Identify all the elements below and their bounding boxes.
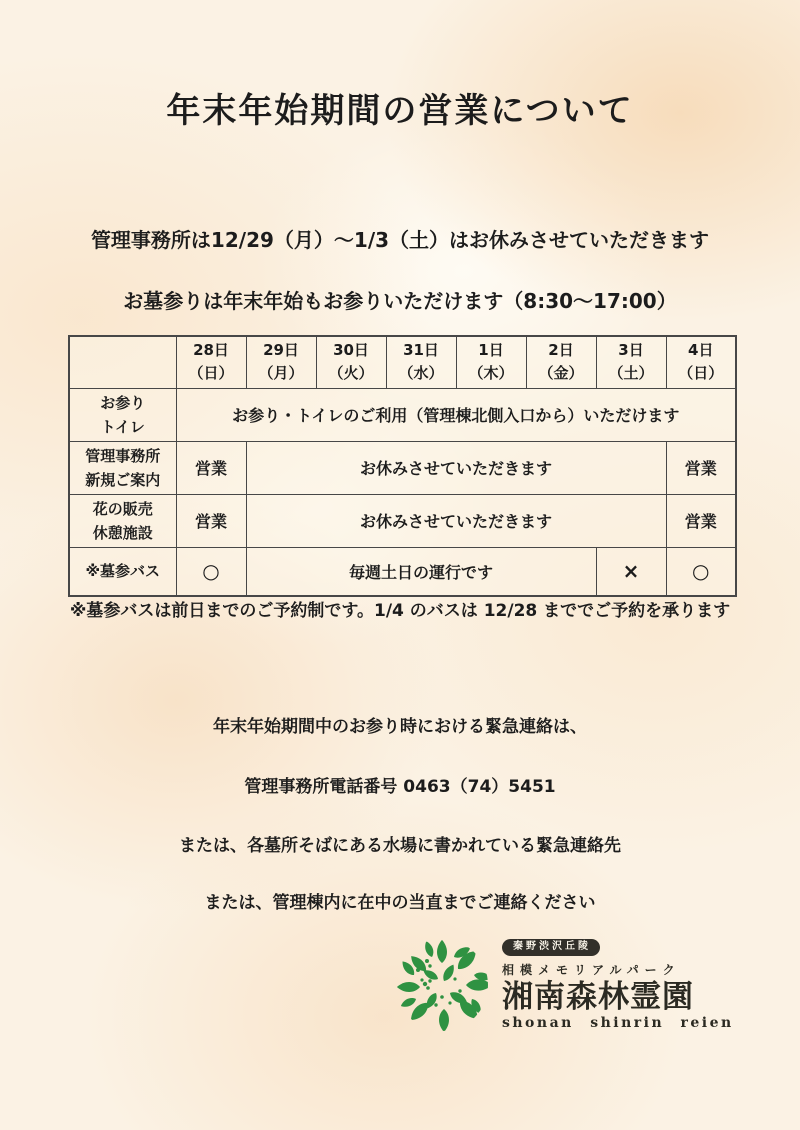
table-header-row xyxy=(69,336,736,388)
day-of-week: （月） xyxy=(258,364,304,383)
day-of-week: （土） xyxy=(608,364,654,383)
schedule-cell-closed: お休みさせていただきます xyxy=(246,441,666,494)
table-row-office xyxy=(69,441,736,494)
day-header-29 xyxy=(246,336,316,388)
day-header-3 xyxy=(596,336,666,388)
day-header-28 xyxy=(176,336,246,388)
logo-romaji: shonan shinrin reien xyxy=(502,1015,734,1032)
day-number: 30日 xyxy=(333,341,369,359)
leaf-circle-icon xyxy=(392,933,492,1037)
day-of-week: （水） xyxy=(398,364,444,383)
schedule-cell-cross: × xyxy=(596,547,666,596)
row-label-bus xyxy=(69,547,176,596)
day-of-week: （木） xyxy=(468,364,514,383)
table-row-visit-toilet xyxy=(69,388,736,441)
day-number: 1日 xyxy=(478,341,504,359)
day-header-30 xyxy=(316,336,386,388)
bus-reservation-footnote: ※墓参バスは前日までのご予約制です。1/4 のバスは 12/28 まででご予約を承ります xyxy=(69,601,731,621)
row-label-flowers-rest xyxy=(69,494,176,547)
table-row-bus xyxy=(69,547,736,596)
schedule-table xyxy=(68,335,737,597)
day-header-4 xyxy=(666,336,736,388)
logo-subtitle: 相模メモリアルパーク xyxy=(502,962,681,977)
schedule-cell-open: 営業 xyxy=(176,494,246,547)
row-label-line: お参り xyxy=(100,393,146,412)
contact-line-duty-staff: または、管理棟内に在中の当直までご連絡ください xyxy=(204,893,596,913)
row-label-line: 花の販売 xyxy=(92,499,153,518)
day-header-31 xyxy=(386,336,456,388)
day-of-week: （日） xyxy=(678,364,724,383)
logo-name: 湘南森林霊園 xyxy=(502,978,694,1015)
contact-line-emergency: 年末年始期間中のお参り時における緊急連絡は、 xyxy=(213,717,587,737)
row-label-office xyxy=(69,441,176,494)
corner-cell xyxy=(69,336,176,388)
contact-line-waterpoint: または、各墓所そばにある水場に書かれている緊急連絡先 xyxy=(179,836,621,856)
logo-area-badge: 秦野渋沢丘陵 xyxy=(502,939,600,956)
intro-line-office-closed: 管理事務所は12/29（月）～1/3（土）はお休みさせていただきます xyxy=(90,228,710,252)
schedule-cell-bus-note: 毎週土日の運行です xyxy=(246,547,596,596)
schedule-cell-circle: ○ xyxy=(176,547,246,596)
row-label-line: トイレ xyxy=(100,417,145,436)
schedule-cell-circle: ○ xyxy=(666,547,736,596)
contact-line-phone: 管理事務所電話番号 0463（74）5451 xyxy=(244,777,556,797)
schedule-cell: お参り・トイレのご利用（管理棟北側入口から）いただけます xyxy=(176,388,736,441)
row-label-line: ※墓参バス xyxy=(85,562,161,581)
day-header-2 xyxy=(526,336,596,388)
schedule-cell-open: 営業 xyxy=(666,494,736,547)
row-label-visit-toilet xyxy=(69,388,176,441)
schedule-cell-open: 営業 xyxy=(666,441,736,494)
day-number: 28日 xyxy=(193,341,229,359)
logo-text-block xyxy=(502,939,734,1031)
row-label-line: 新規ご案内 xyxy=(85,470,161,489)
row-label-line: 管理事務所 xyxy=(85,446,161,465)
day-header-1 xyxy=(456,336,526,388)
day-number: 4日 xyxy=(688,341,714,359)
row-label-line: 休憩施設 xyxy=(92,523,153,542)
day-of-week: （火） xyxy=(328,364,374,383)
day-number: 29日 xyxy=(263,341,299,359)
schedule-cell-closed: お休みさせていただきます xyxy=(246,494,666,547)
schedule-cell-open: 営業 xyxy=(176,441,246,494)
day-number: 2日 xyxy=(548,341,574,359)
day-of-week: （日） xyxy=(188,364,234,383)
company-logo xyxy=(392,933,734,1037)
table-row-flowers-rest xyxy=(69,494,736,547)
day-number: 31日 xyxy=(403,341,439,359)
page-title: 年末年始期間の営業について xyxy=(166,91,634,131)
intro-line-visiting-hours: お墓参りは年末年始もお参りいただけます（8:30～17:00） xyxy=(123,289,677,313)
day-number: 3日 xyxy=(618,341,644,359)
day-of-week: （金） xyxy=(538,364,584,383)
